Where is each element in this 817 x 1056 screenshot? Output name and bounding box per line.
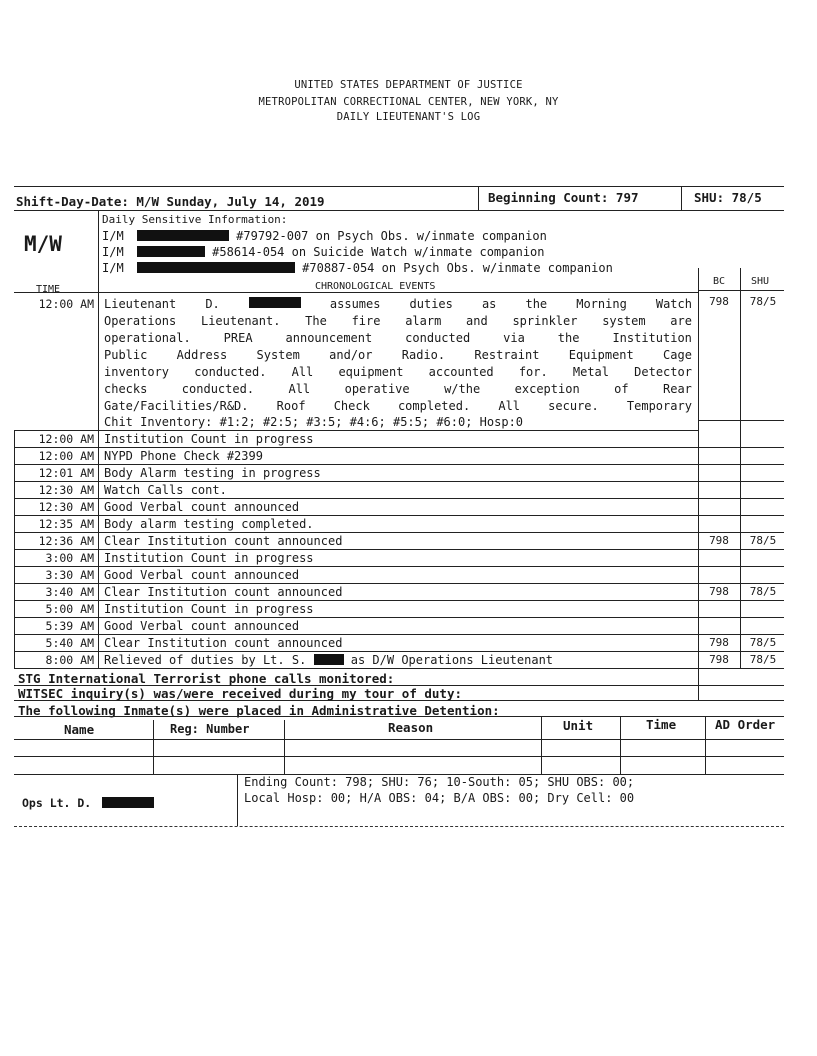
word: assumes: [329, 297, 381, 311]
divider: [698, 290, 784, 291]
word: the: [525, 297, 548, 311]
event-text: Good Verbal count announced: [104, 568, 300, 582]
word: duties: [409, 297, 453, 311]
divider: [14, 700, 784, 701]
word: System: [256, 348, 300, 362]
narrative-line: [104, 365, 692, 379]
word: system: [602, 314, 646, 328]
event-shu: 78/5: [749, 585, 777, 598]
word: Radio.: [401, 348, 446, 362]
event-text-part: Relieved of duties by Lt. S.: [104, 653, 314, 667]
divider: [14, 186, 784, 187]
word: Address: [176, 348, 228, 362]
col-header-events: CHRONOLOGICAL EVENTS: [315, 281, 436, 292]
row-divider: [14, 498, 784, 499]
word: Metal: [572, 365, 609, 379]
word: Operations: [104, 314, 177, 328]
row-divider: [14, 481, 784, 482]
event-time: 12:36 AM: [38, 534, 94, 548]
word: inventory: [104, 365, 170, 379]
event-text: Clear Institution count announced: [104, 585, 343, 599]
redaction: [137, 262, 295, 273]
event-time: 5:39 AM: [45, 619, 94, 633]
event-time: 12:01 AM: [38, 466, 94, 480]
word: Restraint: [474, 348, 540, 362]
word: Lieutenant.: [200, 314, 281, 328]
word: operative: [344, 382, 410, 396]
row-divider: [14, 583, 784, 584]
word: secure.: [548, 399, 599, 413]
word: Lieutenant: [104, 297, 177, 311]
col-ad-order: AD Order: [715, 717, 776, 732]
word: checks: [104, 382, 148, 396]
row-divider: [14, 651, 784, 652]
word: Check: [333, 399, 370, 413]
divider: [284, 720, 285, 775]
sensitive-title: Daily Sensitive Information:: [102, 213, 288, 226]
event-text: Clear Institution count announced: [104, 534, 343, 548]
event-time: 3:40 AM: [45, 585, 94, 599]
word: Cage: [663, 348, 692, 362]
word: The: [305, 314, 327, 328]
event-time: 12:00 AM: [38, 449, 94, 463]
event-text: Good Verbal count announced: [104, 619, 300, 633]
event-shu: 78/5: [749, 653, 777, 666]
event-time: 12:35 AM: [38, 517, 94, 531]
sensitive-detail: #79792-007 on Psych Obs. w/inmate companion: [236, 229, 547, 243]
word: Detector: [634, 365, 692, 379]
witsec-inquiry: WITSEC inquiry(s) was/were received during my tour of duty:: [18, 686, 463, 701]
divider: [740, 268, 741, 669]
divider: [698, 420, 784, 421]
word: Gate/Facilities/R&D.: [104, 399, 249, 413]
col-reg-number: Reg: Number: [170, 722, 250, 736]
event-text: Institution Count in progress: [104, 432, 314, 446]
top-shu: SHU: 78/5: [694, 190, 762, 205]
word: Morning: [576, 297, 627, 311]
col-header-shu: SHU: [751, 276, 770, 287]
divider: [681, 186, 682, 210]
admin-detention-title: The following Inmate(s) were placed in Administrative Detention:: [18, 703, 500, 718]
event-text: Body Alarm testing in progress: [104, 466, 321, 480]
word: sprinkler: [512, 314, 578, 328]
event-time: 5:00 AM: [45, 602, 94, 616]
event-time: 3:30 AM: [45, 568, 94, 582]
event-text: Clear Institution count announced: [104, 636, 343, 650]
sensitive-line-3: [102, 261, 613, 275]
word: Watch: [655, 297, 692, 311]
beginning-count: Beginning Count: 797: [488, 190, 639, 205]
narrative-line: [104, 331, 692, 345]
redaction: [102, 797, 154, 808]
word: equipment: [338, 365, 404, 379]
event-time: 12:00 AM: [38, 432, 94, 446]
word: All: [498, 399, 521, 413]
word: All: [291, 365, 314, 379]
event-shu: 78/5: [749, 636, 777, 649]
word: w/the: [444, 382, 481, 396]
entry-time: 12:00 AM: [38, 297, 94, 311]
event-text: Good Verbal count announced: [104, 500, 300, 514]
entry-bc: 798: [709, 295, 729, 308]
word: D.: [205, 297, 220, 311]
word: of: [614, 382, 629, 396]
word: All: [288, 382, 311, 396]
word: completed.: [397, 399, 471, 413]
row-divider: [14, 634, 784, 635]
col-unit: Unit: [563, 718, 594, 733]
event-text: [104, 653, 553, 667]
row-divider: [14, 532, 784, 533]
event-text: Body alarm testing completed.: [104, 517, 314, 531]
divider: [14, 430, 15, 668]
divider: [153, 720, 154, 775]
word: Rear: [663, 382, 692, 396]
event-bc: 798: [709, 534, 729, 547]
divider: [14, 739, 784, 740]
row-divider: [14, 515, 784, 516]
word: announcement: [285, 331, 373, 345]
narrative-line: [104, 399, 692, 413]
event-text: NYPD Phone Check #2399: [104, 449, 263, 463]
divider: [237, 774, 238, 826]
event-time: 8:00 AM: [45, 653, 94, 667]
redaction: [249, 297, 301, 308]
chit-inventory: Chit Inventory: #1:2; #2:5; #3:5; #4:6; #5:5; #6:0; Hosp:0: [104, 415, 524, 429]
ending-count-line-1: Ending Count: 798; SHU: 76; 10-South: 05; SHU OBS: 00;: [244, 775, 635, 789]
col-header-bc: BC: [713, 276, 726, 287]
word: and/or: [329, 348, 373, 362]
sensitive-detail: #70887-054 on Psych Obs. w/inmate companion: [302, 261, 613, 275]
word: exception: [514, 382, 580, 396]
sensitive-line-1: [102, 229, 547, 243]
divider: [14, 292, 698, 293]
narrative-line: [104, 297, 692, 311]
event-bc: 798: [709, 653, 729, 666]
redaction: [137, 230, 229, 241]
word: Roof: [276, 399, 306, 413]
shift-code: M/W: [24, 232, 62, 256]
col-reason: Reason: [388, 720, 434, 735]
ending-count-line-2: Local Hosp: 00; H/A OBS: 04; B/A OBS: 00; Dry Cell: 00: [244, 791, 635, 805]
divider: [14, 826, 784, 827]
divider: [478, 186, 479, 210]
col-name: Name: [64, 722, 95, 737]
divider: [541, 716, 542, 774]
event-time: 5:40 AM: [45, 636, 94, 650]
narrative-line: [104, 415, 692, 429]
header-facility: METROPOLITAN CORRECTIONAL CENTER, NEW YORK, NY: [258, 96, 559, 108]
shift-day-date: Shift-Day-Date: M/W Sunday, July 14, 2019: [16, 194, 325, 209]
divider: [620, 716, 621, 774]
event-bc: 798: [709, 585, 729, 598]
word: Temporary: [626, 399, 692, 413]
word: Public: [104, 348, 148, 362]
event-bc: 798: [709, 636, 729, 649]
sensitive-line-2: [102, 245, 545, 259]
row-divider: [14, 617, 784, 618]
col-header-time: TIME: [36, 284, 61, 295]
event-time: 12:30 AM: [38, 483, 94, 497]
word: for.: [518, 365, 548, 379]
word: alarm: [405, 314, 442, 328]
word: Institution: [612, 331, 692, 345]
redaction: [137, 246, 205, 257]
word: conducted.: [181, 382, 255, 396]
narrative-line: [104, 382, 692, 396]
row-divider: [14, 464, 784, 465]
word: accounted: [428, 365, 494, 379]
word: are: [670, 314, 692, 328]
im-prefix: I/M: [102, 229, 124, 243]
word: Equipment: [568, 348, 634, 362]
im-prefix: I/M: [102, 245, 124, 259]
event-text: Watch Calls cont.: [104, 483, 227, 497]
col-time: Time: [646, 717, 677, 732]
event-time: 12:30 AM: [38, 500, 94, 514]
row-divider: [14, 600, 784, 601]
narrative-line: [104, 314, 692, 328]
row-divider: [14, 566, 784, 567]
event-text-part: as D/W Operations Lieutenant: [343, 653, 554, 667]
word: as: [481, 297, 497, 311]
word: fire: [351, 314, 381, 328]
im-prefix: I/M: [102, 261, 124, 275]
event-text: Institution Count in progress: [104, 602, 314, 616]
ops-lt-label: Ops Lt. D.: [22, 796, 92, 810]
divider: [14, 210, 784, 211]
word: conducted.: [194, 365, 267, 379]
word: and: [466, 314, 488, 328]
sensitive-detail: #58614-054 on Suicide Watch w/inmate companion: [212, 245, 545, 259]
row-divider: [14, 447, 784, 448]
event-shu: 78/5: [749, 534, 777, 547]
redaction: [314, 654, 344, 665]
ops-lt-signature: [22, 796, 154, 810]
word: operational.: [104, 331, 191, 345]
entry-shu: 78/5: [749, 295, 777, 308]
narrative-line: [104, 348, 692, 362]
word: PREA: [223, 331, 253, 345]
event-time: 3:00 AM: [45, 551, 94, 565]
word: conducted: [405, 331, 471, 345]
divider: [14, 430, 698, 431]
header-department: UNITED STATES DEPARTMENT OF JUSTICE: [294, 79, 523, 91]
word: the: [557, 331, 580, 345]
divider: [14, 756, 784, 757]
row-divider: [14, 549, 784, 550]
header-log-title: DAILY LIEUTENANT'S LOG: [336, 111, 481, 123]
stg-monitored: STG International Terrorist phone calls monitored:: [18, 671, 395, 686]
row-divider: [14, 668, 784, 669]
word: via: [503, 331, 525, 345]
event-text: Institution Count in progress: [104, 551, 314, 565]
divider: [705, 716, 706, 774]
